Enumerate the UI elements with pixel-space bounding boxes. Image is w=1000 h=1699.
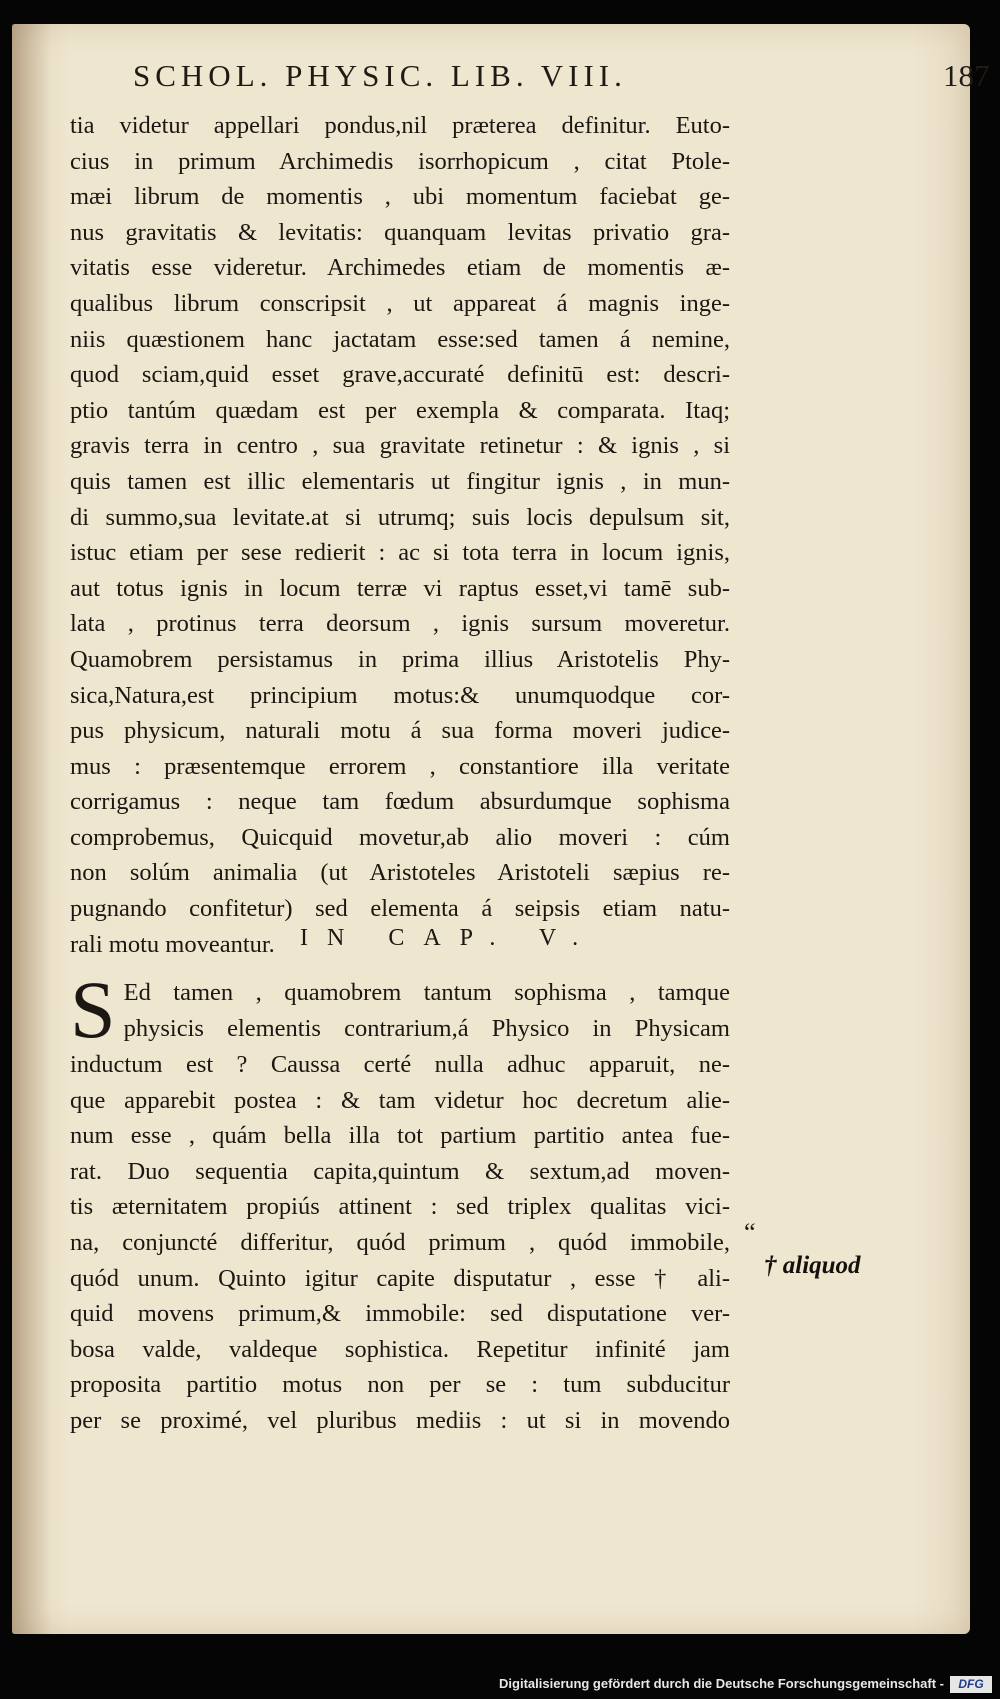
running-head — [133, 58, 990, 94]
text-line: tis æternitatem propiús attinent : sed triplex qualitas vici- — [70, 1193, 730, 1221]
folio-number: 187 — [943, 58, 990, 93]
text-line: que apparebit postea : & tam videtur hoc decretum alie- — [70, 1086, 730, 1114]
text-line: quód unum. Quinto igitur capite disputatur , esse † ali- — [70, 1264, 730, 1292]
text-line: mus : præsentemque errorem , constantiore illa veritate — [70, 752, 730, 780]
chapter-heading: IN CAP. V. — [300, 925, 598, 951]
text-line: pugnando confitetur) sed elementa á seipsis etiam natu- — [70, 895, 730, 923]
handwritten-margin-note: † aliquod — [764, 1252, 861, 1279]
text-line: lata , protinus terra deorsum , ignis sursum moveretur. — [70, 610, 730, 638]
paragraph-2 — [70, 964, 730, 1439]
text-line: rat. Duo sequentia capita,quintum & sextum,ad moven- — [70, 1157, 730, 1185]
text-line: quis tamen est illic elementaris ut fingitur ignis , in mun- — [70, 467, 730, 495]
text-line: gravis terra in centro , sua gravitate retinetur : & ignis , si — [70, 432, 730, 460]
text-line: pus physicum, naturali motu á sua forma moveri judice- — [70, 717, 730, 745]
text-line: istuc etiam per sese redierit : ac si tota terra in locum ignis, — [70, 539, 730, 567]
drop-capital: S — [70, 964, 116, 1055]
text-line: corrigamus : neque tam fœdum absurdumque sophisma — [70, 788, 730, 816]
text-line: physicis elementis contrarium,á Physico in Physicam — [123, 1014, 730, 1042]
dfg-logo: DFG — [950, 1676, 992, 1693]
text-line: di summo,sua levitate.at si utrumq; suis locis depulsum sit, — [70, 503, 730, 531]
gutter-shadow — [12, 24, 52, 1634]
text-line: comprobemus, Quicquid movetur,ab alio moveri : cúm — [70, 823, 730, 851]
text-line: niis quæstionem hanc jactatam esse:sed tamen á nemine, — [70, 325, 730, 353]
text-line: quod sciam,quid esset grave,accuraté definitū est: descri- — [70, 361, 730, 389]
margin-mark: “ — [744, 1218, 756, 1247]
text-line: tia videtur appellari pondus,nil præterea definitur. Euto- — [70, 112, 730, 139]
text-line: vitatis esse videretur. Archimedes etiam de momentis æ- — [70, 254, 730, 282]
text-line: Quamobrem persistamus in prima illius Aristotelis Phy- — [70, 645, 730, 673]
text-line: quid movens primum,& immobile: sed disputatione ver- — [70, 1300, 730, 1328]
text-line: cius in primum Archimedis isorrhopicum , citat Ptole- — [70, 147, 730, 175]
text-line: rali motu moveantur. — [70, 930, 275, 958]
text-line: non solúm animalia (ut Aristoteles Aristoteli sæpius re- — [70, 859, 730, 887]
text-line: mæi librum de momentis , ubi momentum faciebat ge- — [70, 183, 730, 211]
text-line: bosa valde, valdeque sophistica. Repetitur infinité jam — [70, 1335, 730, 1363]
text-line: num esse , quám bella illa tot partium partitio antea fue- — [70, 1122, 730, 1150]
running-head-title: SCHOL. PHYSIC. LIB. VIII. — [133, 58, 627, 93]
text-line: proposita partitio motus non per se : tum subducitur — [70, 1371, 730, 1399]
text-line: per se proximé, vel pluribus mediis : ut si in movendo — [70, 1406, 730, 1434]
text-line: Ed tamen , quamobrem tantum sophisma , tamque — [123, 979, 730, 1006]
text-line: inductum est ? Caussa certé nulla adhuc apparuit, ne- — [70, 1051, 730, 1078]
text-line: nus gravitatis & levitatis: quanquam levitas privatio gra- — [70, 218, 730, 246]
text-line: qualibus librum conscripsit , ut appareat á magnis inge- — [70, 289, 730, 317]
text-line: aut totus ignis in locum terræ vi raptus esset,vi tamē sub- — [70, 574, 730, 602]
text-line: na, conjuncté differitur, quód primum , quód immobile, — [70, 1228, 730, 1256]
paragraph-1 — [70, 108, 730, 962]
text-line: sica,Natura,est principium motus:& unumquodque cor- — [70, 681, 730, 709]
text-line: ptio tantúm quædam est per exempla & comparata. Itaq; — [70, 396, 730, 424]
digitization-credit: Digitalisierung gefördert durch die Deutsche Forschungsgemeinschaft - — [499, 1676, 944, 1691]
